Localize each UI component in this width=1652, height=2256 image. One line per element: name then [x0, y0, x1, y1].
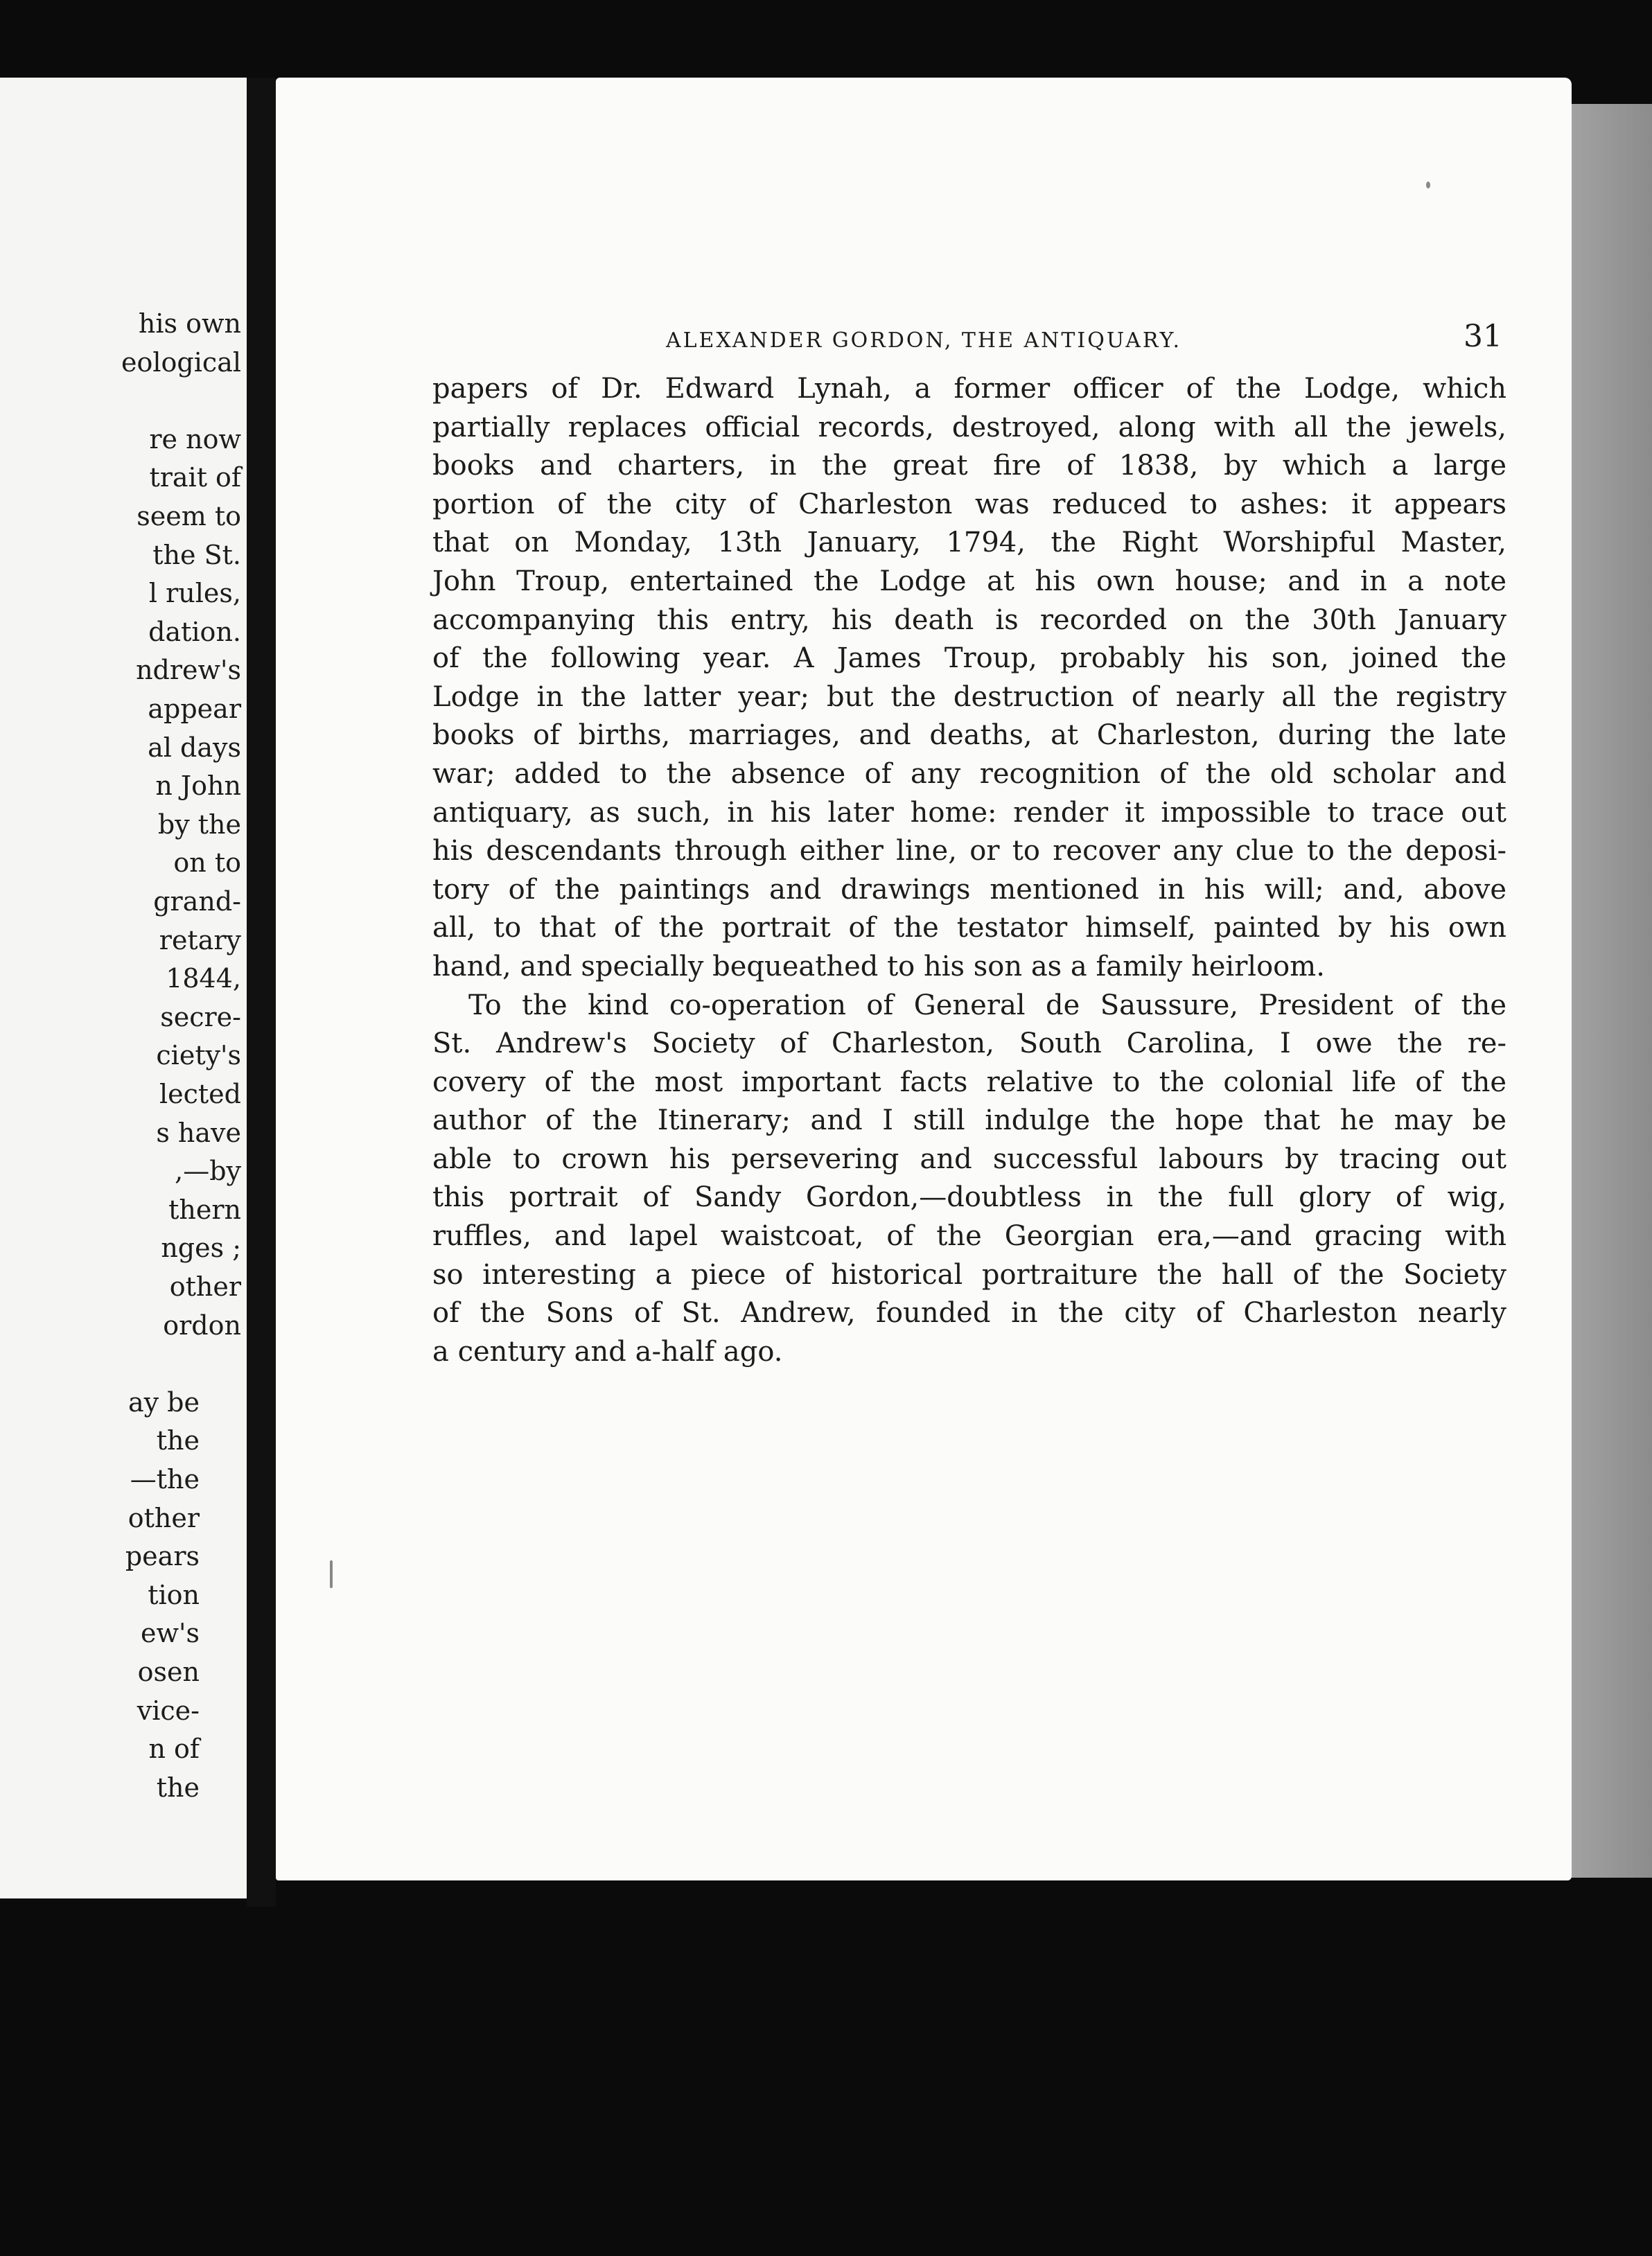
facing-page-fragment: s have [156, 1117, 241, 1148]
facing-page-fragment: tion [148, 1579, 200, 1610]
facing-page-fragment: —the [130, 1464, 200, 1495]
text-line: papers of Dr. Edward Lynah, a former officer of the Lodge, which [432, 373, 1506, 405]
text-line: portion of the city of Charleston was reduced to ashes: it appears [432, 488, 1506, 520]
facing-page-fragment: dation. [148, 616, 241, 647]
text-line: his descendants through either line, or to recover any clue to the deposi- [432, 835, 1506, 867]
facing-page-fragment: ,—by [175, 1156, 241, 1187]
facing-page-fragment: the St. [152, 539, 241, 570]
facing-page-fragment: lected [159, 1079, 241, 1109]
facing-page-fragment: vice- [137, 1695, 200, 1726]
facing-page-fragment: seem to [137, 501, 241, 531]
facing-page-fragment: appear [148, 694, 241, 724]
text-line: covery of the most important facts relative to the colonial life of the [432, 1066, 1506, 1098]
facing-page-fragment: n John [155, 770, 241, 802]
facing-page-fragment: ay be [128, 1386, 200, 1418]
facing-page-fragment: other [128, 1502, 200, 1533]
text-line: ruffles, and lapel waistcoat, of the Georgian era,—and gracing with [432, 1220, 1506, 1253]
facing-page-fragment: nges ; [161, 1233, 241, 1264]
facing-page-fragment: al days [148, 732, 241, 763]
text-line: antiquary, as such, in his later home: render it impossible to trace out [432, 796, 1506, 829]
facing-page-fragment: pears [125, 1541, 200, 1572]
facing-page-fragment: eological [121, 346, 241, 378]
text-line: this portrait of Sandy Gordon,—doubtless in the full glory of wig, [432, 1181, 1506, 1214]
facing-page [0, 78, 247, 1898]
facing-page-fragment: retary [159, 924, 241, 955]
facing-page-fragment: on to [173, 847, 241, 879]
book-gutter [247, 78, 276, 1907]
text-line: partially replaces official records, destroyed, along with all the jewels, [432, 411, 1506, 443]
facing-page-fragment: re now [149, 423, 241, 455]
text-line: author of the Itinerary; and I still indulge the hope that he may be [432, 1104, 1506, 1137]
running-head [435, 319, 1502, 360]
facing-page-fragment: osen [137, 1657, 200, 1687]
facing-page-fragment: ndrew's [136, 655, 241, 686]
text-line: Lodge in the latter year; but the destruction of nearly all the registry [432, 680, 1506, 713]
text-line: able to crown his persevering and successful labours by tracing out [432, 1143, 1506, 1175]
facing-page-fragment: ciety's [156, 1040, 241, 1071]
paper-speck [330, 1560, 333, 1588]
text-line: St. Andrew's Society of Charleston, South Carolina, I owe the re- [432, 1028, 1506, 1060]
facing-page-fragment: n of [148, 1734, 200, 1765]
facing-page-fragment: other [169, 1271, 241, 1302]
facing-page-fragment: his own [138, 308, 241, 339]
running-head-title: ALEXANDER GORDON, THE ANTIQUARY. [665, 328, 1182, 353]
text-line: of the Sons of St. Andrew, founded in the city of Charleston nearly [432, 1297, 1506, 1330]
text-line: books of births, marriages, and deaths, at Charleston, during the late [432, 719, 1506, 752]
facing-page-fragment: trait of [149, 462, 241, 493]
facing-page-fragment: the [156, 1772, 200, 1803]
facing-page-fragment: 1844, [166, 963, 241, 994]
facing-page-fragment: thern [168, 1194, 241, 1225]
text-line: John Troup, entertained the Lodge at his own house; and in a note [432, 565, 1506, 597]
facing-page-fragment: by the [157, 809, 241, 840]
text-line: of the following year. A James Troup, probably his son, joined the [432, 642, 1506, 675]
text-line: tory of the paintings and drawings mentioned in his will; and, above [432, 873, 1506, 906]
facing-page-fragment: secre- [160, 1001, 241, 1032]
text-line: To the kind co-operation of General de Saussure, President of the [468, 989, 1506, 1021]
text-line: a century and a-half ago. [432, 1335, 783, 1368]
text-line: all, to that of the portrait of the testator himself, painted by his own [432, 912, 1506, 944]
facing-page-fragment: ordon [163, 1310, 241, 1341]
facing-page-fragment: the [156, 1425, 200, 1456]
book-page [276, 78, 1572, 1880]
facing-page-fragment: grand- [153, 886, 241, 917]
text-line: books and charters, in the great fire of 1838, by which a large [432, 450, 1506, 482]
facing-page-fragment: ew's [141, 1618, 200, 1649]
page-number: 31 [1464, 319, 1502, 354]
text-line: war; added to the absence of any recognition of the old scholar and [432, 757, 1506, 790]
facing-page-fragment: l rules, [148, 578, 241, 609]
text-line: hand, and specially bequeathed to his son as a family heirloom. [432, 950, 1325, 982]
body-text [432, 370, 1506, 1371]
text-line: that on Monday, 13th January, 1794, the Right Worshipful Master, [432, 527, 1506, 559]
paper-speck [1426, 182, 1430, 188]
text-line: accompanying this entry, his death is recorded on the 30th January [432, 603, 1506, 636]
text-line: so interesting a piece of historical portraiture the hall of the Society [432, 1258, 1506, 1291]
